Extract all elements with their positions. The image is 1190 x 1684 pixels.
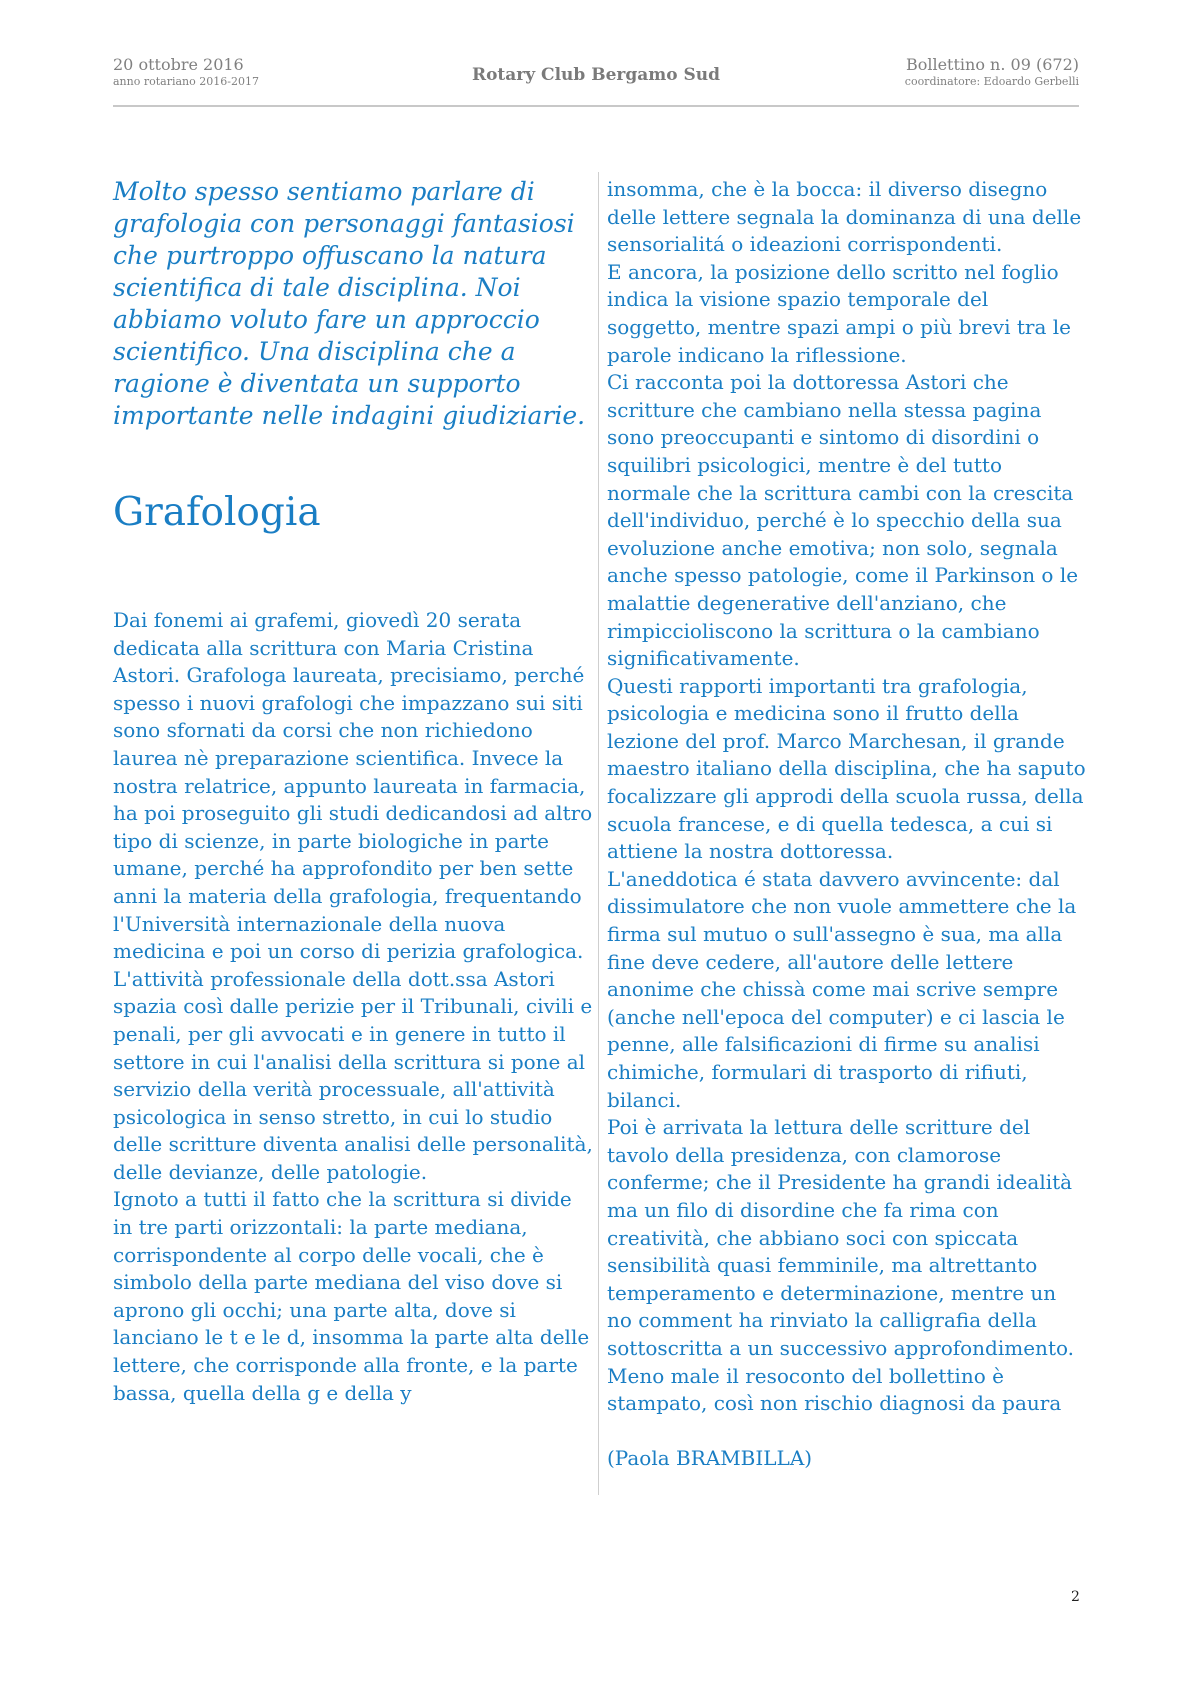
paragraph: L'aneddotica é stata davvero avvincente: dal dissimulatore che non vuole ammettere che la firma sul mutuo o sull'assegno è sua, ma alla fine deve cedere, all'autore delle lettere anonime che chissà come mai scrive sempre (anche nell'epoca del computer) e ci lascia le penne, alle falsificazioni di firme su analisi chimiche, formulari di trasporto di rifiuti, bilanci. — [607, 866, 1077, 1112]
paragraph: insomma, che è la bocca: il diverso disegno delle lettere segnala la dominanza di una delle sensorialitá o ideazioni corrispondenti. — [607, 177, 1082, 257]
bulletin-number: Bollettino n. 09 (672) — [905, 55, 1079, 74]
paragraph: Dai fonemi ai grafemi, giovedì 20 serata dedicata alla scrittura con Maria Cristina Astori. Grafologa laureata, precisiamo, perché spesso i nuovi grafologi che impazzano sui siti sono sfornati da corsi che non richiedono laurea nè preparazione scientifica. Invece la nostra relatrice, appunto laureata in farmacia, ha poi proseguito gli studi dedicandosi ad altro tipo di scienze, in parte biologiche in parte umane, perché ha approfondito per ben sette anni la materia della grafologia, frequentando l'Università internazionale della nuova medicina e poi un corso di perizia grafologica. — [113, 608, 593, 964]
paragraph: L'attività professionale della dott.ssa Astori spazia così dalle perizie per il Tribunali, civili e penali, per gli avvocati e in genere in tutto il settore in cui l'analisi della scrittura si pone al servizio della verità processuale, all'attività psicologica in senso stretto, in cui lo studio delle scritture diventa analisi delle personalità, delle devianze, delle patologie. — [113, 966, 593, 1184]
header-right — [905, 55, 1079, 88]
column-divider — [598, 172, 599, 1495]
left-column — [113, 176, 593, 1407]
paragraph: Questi rapporti importanti tra grafologia, psicologia e medicina sono il frutto della lezione del prof. Marco Marchesan, il grande maestro italiano della disciplina, che ha saputo focalizzare gli approdi della scuola russa, della scuola francese, e di quella tedesca, a cui si attiene la nostra dottoressa. — [607, 673, 1086, 864]
page-number: 2 — [1071, 1589, 1080, 1605]
club-name: Rotary Club Bergamo Sud — [471, 65, 721, 85]
coordinator: coordinatore: Edoardo Gerbelli — [904, 75, 1079, 88]
page-header — [113, 55, 1079, 107]
intro-text: Molto spesso sentiamo parlare di grafologia con personaggi fantasiosi che purtroppo offuscano la natura scientifica di tale disciplina. Noi abbiamo voluto fare un approccio scientifico. Una disciplina che a ragione è diventata un supporto importante nelle indagini giudiziarie. — [113, 177, 586, 430]
author-signature: (Paola BRAMBILLA) — [607, 1446, 813, 1471]
paragraph: Ci racconta poi la dottoressa Astori che scritture che cambiano nella stessa pagina sono preoccupanti e sintomo di disordini o squilibri psicologici, mentre è del tutto normale che la scrittura cambi con la crescita dell'individuo, perché è lo specchio della sua evoluzione anche emotiva; non solo, segnala anche spesso patologie, come il Parkinson o le malattie degenerative dell'anziano, che rimpiccioliscono la scrittura o la cambiano significativamente. — [607, 370, 1079, 671]
rotary-year: anno rotariano 2016-2017 — [113, 75, 259, 88]
paragraph: Poi è arrivata la lettura delle scritture del tavolo della presidenza, con clamorose conferme; che il Presidente ha grandi idealità ma un filo di disordine che fa rima con creatività, che abbiano soci con spiccata sensibilità quasi femminile, ma altrettanto temperamento e determinazione, mentre un no comment ha rinviato la calligrafia della sottoscritta a un successivo approfondimento. — [607, 1115, 1075, 1360]
issue-date: 20 ottobre 2016 — [113, 55, 244, 74]
paragraph: Meno male il resoconto del bollettino è stampato, così non rischio diagnosi da paura — [607, 1363, 1062, 1416]
paragraph: Ignoto a tutti il fatto che la scrittura si divide in tre parti orizzontali: la parte mediana, corrispondente al corpo delle vocali, che è simbolo della parte mediana del viso dove si aprono gli occhi; una parte alta, dove si lanciano le t e le d, insomma la parte alta delle lettere, che corrisponde alla fronte, e la parte bassa, quella della g e della y — [113, 1187, 590, 1405]
right-column — [607, 176, 1087, 1473]
article-title: Grafologia — [113, 490, 321, 535]
paragraph: E ancora, la posizione dello scritto nel foglio indica la visione spazio temporale del soggetto, mentre spazi ampi o più brevi tra le parole indicano la riflessione. — [607, 259, 1071, 367]
